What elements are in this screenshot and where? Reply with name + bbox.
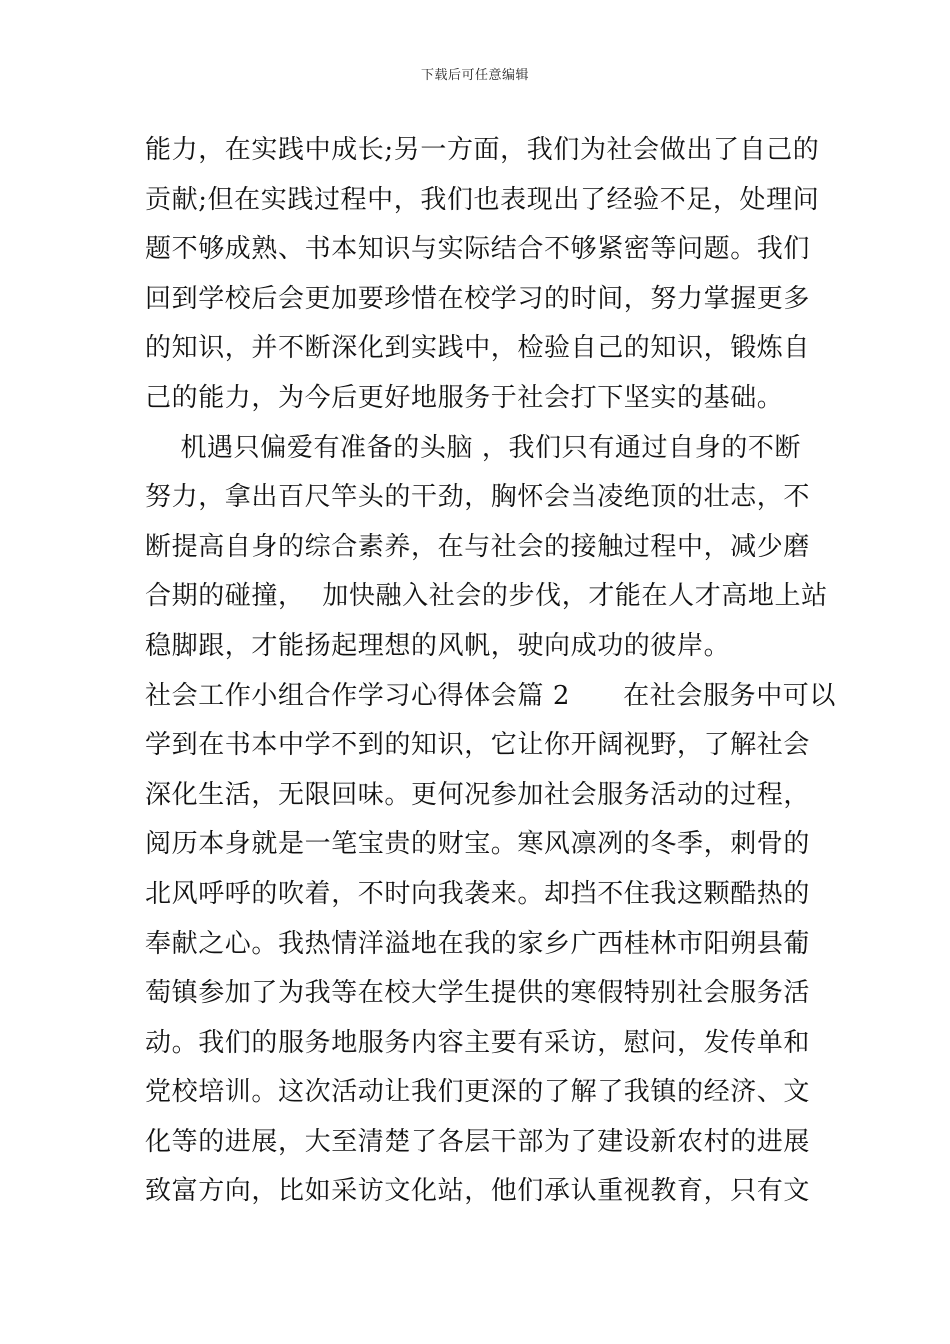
text-line: 的知识，并不断深化到实践中，检验自己的知识，锻炼自 [145,333,811,364]
text-line: 能力，在实践中成长;另一方面，我们为社会做出了自己的 [145,135,820,165]
text-line: 回到学校后会更加要珍惜在校学习的时间，努力掌握更多 [145,283,811,314]
text-line: 己的能力，为今后更好地服务于社会打下坚实的基础。 [145,382,784,413]
document-body [145,126,836,1217]
text-line: 深化生活，无限回味。更何况参加社会服务活动的过程， [145,779,811,810]
page-header: 下载后可任意编辑 [420,68,529,83]
text-line: 贡献;但在实践过程中，我们也表现出了经验不足，处理问 [145,184,820,215]
text-line: 萄镇参加了为我等在校大学生提供的寒假特别社会服务活 [145,978,811,1009]
text-line: 党校培训。这次活动让我们更深的了解了我镇的经济、文 [145,1077,811,1108]
text-line: 奉献之心。我热情洋溢地在我的家乡广西桂林市阳朔县葡 [145,928,811,959]
text-line: 稳脚跟，才能扬起理想的风帆，驶向成功的彼岸。 [145,630,731,661]
text-line: 题不够成熟、书本知识与实际结合不够紧密等问题。我们 [145,234,811,265]
section-heading-line: 社会工作小组合作学习心得体会篇 2 在社会服务中可以 [145,680,836,711]
text-line: 化等的进展，大至清楚了各层干部为了建设新农村的进展 [145,1126,811,1157]
text-line: 合期的碰撞， 加快融入社会的步伐，才能在人才高地上站 [145,581,828,612]
text-line: 机遇只偏爱有准备的头脑 ，我们只有通过自身的不断 [145,432,802,463]
text-line: 动。我们的服务地服务内容主要有采访，慰问，发传单和 [145,1027,811,1058]
text-line: 学到在书本中学不到的知识，它让你开阔视野，了解社会 [145,730,811,761]
text-line: 断提高自身的综合素养，在与社会的接触过程中，减少磨 [145,531,811,562]
text-line: 致富方向，比如采访文化站，他们承认重视教育，只有文 [145,1176,811,1207]
text-line: 努力，拿出百尺竿头的干劲，胸怀会当凌绝顶的壮志，不 [145,482,811,513]
text-line: 阅历本身就是一笔宝贵的财宝。寒风凛冽的冬季，刺骨的 [145,829,811,860]
text-line: 北风呼呼的吹着，不时向我袭来。却挡不住我这颗酷热的 [145,878,811,909]
